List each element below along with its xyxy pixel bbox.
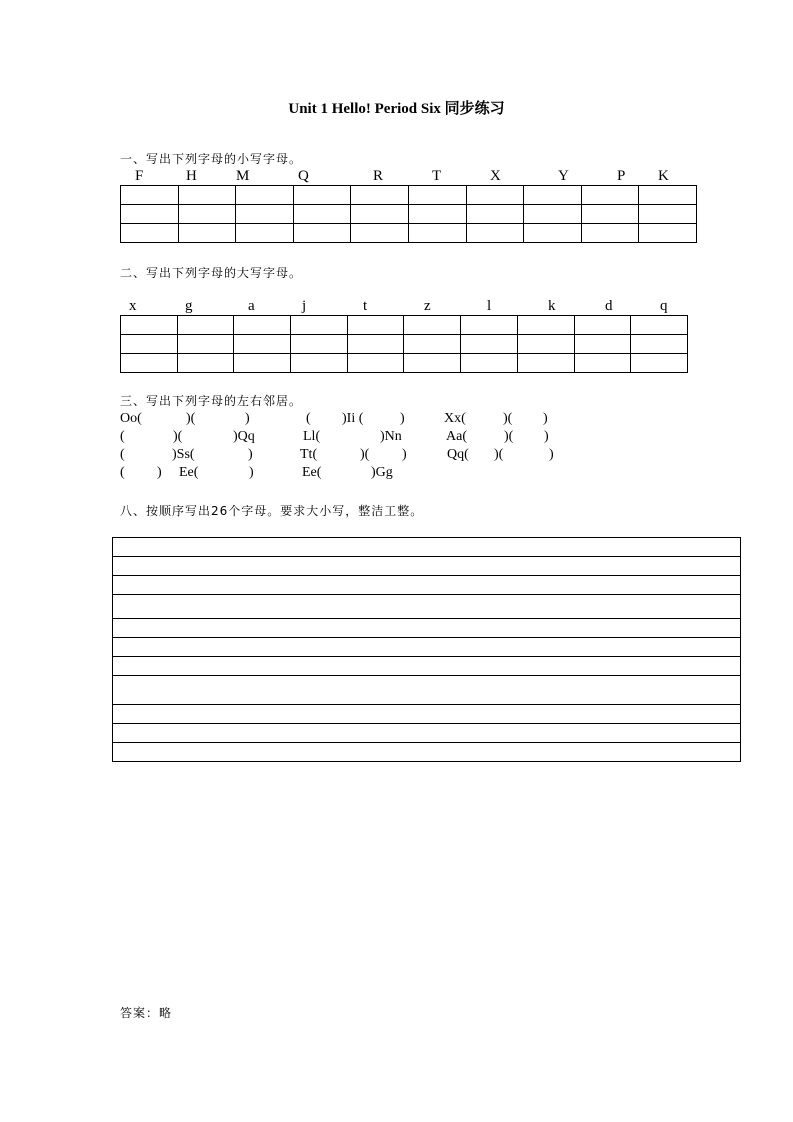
writing-line[interactable] <box>113 557 741 576</box>
neighbor-item: ( <box>120 429 125 444</box>
answer-cell[interactable] <box>121 186 179 205</box>
answer-cell[interactable] <box>517 335 574 354</box>
letter-label: a <box>248 298 255 314</box>
section2-answer-grid <box>120 315 688 373</box>
neighbor-item: )Ss( <box>172 447 195 462</box>
answer-cell[interactable] <box>408 186 466 205</box>
neighbor-item: Ee( <box>179 465 199 480</box>
answer-cell[interactable] <box>347 335 404 354</box>
neighbor-item: )Ii ( <box>342 411 364 426</box>
neighbor-item: ) <box>549 447 554 462</box>
letter-label: T <box>432 168 442 184</box>
answer-cell[interactable] <box>347 354 404 373</box>
answer-cell[interactable] <box>293 205 351 224</box>
writing-line[interactable] <box>113 576 741 595</box>
answer-cell[interactable] <box>121 205 179 224</box>
neighbor-item: )Gg <box>371 465 393 480</box>
writing-line[interactable] <box>113 705 741 724</box>
neighbor-item: Ll( <box>303 429 321 444</box>
answer-cell[interactable] <box>581 205 639 224</box>
answer-cell[interactable] <box>466 186 524 205</box>
answer-cell[interactable] <box>178 186 236 205</box>
neighbor-item: )Nn <box>380 429 402 444</box>
letter-label: M <box>236 168 250 184</box>
answer-cell[interactable] <box>351 186 409 205</box>
neighbor-item: ) <box>245 411 250 426</box>
answer-cell[interactable] <box>631 335 688 354</box>
letter-label: Q <box>298 168 309 184</box>
writing-line[interactable] <box>113 657 741 676</box>
answer-cell[interactable] <box>351 224 409 243</box>
answer-cell[interactable] <box>293 186 351 205</box>
letter-label: K <box>658 168 669 184</box>
neighbor-item: Qq( <box>447 447 469 462</box>
neighbor-item: Xx( <box>444 411 466 426</box>
writing-line[interactable] <box>113 619 741 638</box>
writing-line[interactable] <box>113 538 741 557</box>
section1-heading: 一、写出下列字母的小写字母。 <box>120 152 303 166</box>
section2-heading: 二、写出下列字母的大写字母。 <box>120 266 303 280</box>
answer-cell[interactable] <box>524 186 582 205</box>
answer-cell[interactable] <box>236 205 294 224</box>
section4-heading: 八、按顺序写出26个字母。要求大小写，整洁工整。 <box>120 504 424 518</box>
letter-label: q <box>660 298 668 314</box>
answer-cell[interactable] <box>293 224 351 243</box>
neighbor-item: )( <box>186 411 196 426</box>
page-title: Unit 1 Hello! Period Six 同步练习 <box>288 101 505 117</box>
answer-cell[interactable] <box>178 224 236 243</box>
neighbor-item: Aa( <box>446 429 467 444</box>
answer-cell[interactable] <box>639 205 697 224</box>
writing-line[interactable] <box>113 743 741 762</box>
answer-cell[interactable] <box>121 316 178 335</box>
neighbor-item: )( <box>503 411 513 426</box>
writing-line[interactable] <box>113 676 741 705</box>
neighbor-item: Tt( <box>300 447 318 462</box>
letter-label: d <box>605 298 613 314</box>
neighbor-item: ) <box>544 429 549 444</box>
letter-label: l <box>487 298 492 314</box>
answer-cell[interactable] <box>404 335 461 354</box>
neighbor-item: Ee( <box>302 465 322 480</box>
answer-cell[interactable] <box>236 186 294 205</box>
answer-cell[interactable] <box>631 354 688 373</box>
neighbor-item: ) <box>543 411 548 426</box>
section3-heading: 三、写出下列字母的左右邻居。 <box>120 394 303 408</box>
answer-cell[interactable] <box>121 224 179 243</box>
answer-cell[interactable] <box>177 354 234 373</box>
neighbor-item: ( <box>120 447 125 462</box>
answer-cell[interactable] <box>121 335 178 354</box>
neighbor-item: Oo( <box>120 411 142 426</box>
answer-cell[interactable] <box>581 186 639 205</box>
answer-cell[interactable] <box>291 335 348 354</box>
writing-line[interactable] <box>113 595 741 619</box>
neighbor-item: ) <box>157 465 162 480</box>
neighbor-item: ( <box>120 465 125 480</box>
answer-cell[interactable] <box>408 224 466 243</box>
answer-cell[interactable] <box>177 335 234 354</box>
answer-cell[interactable] <box>461 316 518 335</box>
answer-cell[interactable] <box>291 316 348 335</box>
letter-label: H <box>186 168 197 184</box>
letter-label: R <box>373 168 384 184</box>
neighbor-item: ) <box>248 447 253 462</box>
letter-label: P <box>617 168 626 184</box>
neighbor-item: )Qq <box>233 429 255 444</box>
answer-cell[interactable] <box>466 224 524 243</box>
answer-cell[interactable] <box>404 316 461 335</box>
answer-cell[interactable] <box>631 316 688 335</box>
answer-cell[interactable] <box>524 224 582 243</box>
answer-cell[interactable] <box>466 205 524 224</box>
neighbor-item: ( <box>306 411 311 426</box>
neighbor-item: ) <box>249 465 254 480</box>
letter-label: x <box>129 298 137 314</box>
letter-label: t <box>363 298 368 314</box>
letter-label: k <box>548 298 556 314</box>
answer-cell[interactable] <box>404 354 461 373</box>
answer-cell[interactable] <box>581 224 639 243</box>
answer-cell[interactable] <box>234 316 291 335</box>
letter-label: F <box>135 168 144 184</box>
neighbor-item: ) <box>402 447 407 462</box>
letter-label: g <box>185 298 193 314</box>
letter-label: j <box>302 298 307 314</box>
answer-cell[interactable] <box>461 335 518 354</box>
answer-cell[interactable] <box>234 335 291 354</box>
answer-cell[interactable] <box>517 316 574 335</box>
answer-cell[interactable] <box>347 316 404 335</box>
answer-cell[interactable] <box>639 186 697 205</box>
answer-cell[interactable] <box>291 354 348 373</box>
answer-cell[interactable] <box>639 224 697 243</box>
neighbor-item: )( <box>504 429 514 444</box>
answer-cell[interactable] <box>121 354 178 373</box>
answer-cell[interactable] <box>524 205 582 224</box>
answer-note: 答案：略 <box>120 1006 173 1020</box>
answer-cell[interactable] <box>236 224 294 243</box>
letter-label: Y <box>558 168 569 184</box>
letter-label: z <box>424 298 431 314</box>
writing-line[interactable] <box>113 724 741 743</box>
answer-cell[interactable] <box>234 354 291 373</box>
neighbor-item: )( <box>494 447 504 462</box>
letter-label: X <box>490 168 501 184</box>
alphabet-writing-lines <box>112 537 741 762</box>
neighbor-item: ) <box>400 411 405 426</box>
answer-cell[interactable] <box>177 316 234 335</box>
answer-cell[interactable] <box>574 335 631 354</box>
writing-line[interactable] <box>113 638 741 657</box>
answer-cell[interactable] <box>351 205 409 224</box>
neighbor-item: )( <box>173 429 183 444</box>
answer-cell[interactable] <box>574 316 631 335</box>
answer-cell[interactable] <box>408 205 466 224</box>
section1-answer-grid <box>120 185 697 243</box>
answer-cell[interactable] <box>517 354 574 373</box>
answer-cell[interactable] <box>574 354 631 373</box>
neighbor-item: )( <box>360 447 370 462</box>
answer-cell[interactable] <box>461 354 518 373</box>
answer-cell[interactable] <box>178 205 236 224</box>
